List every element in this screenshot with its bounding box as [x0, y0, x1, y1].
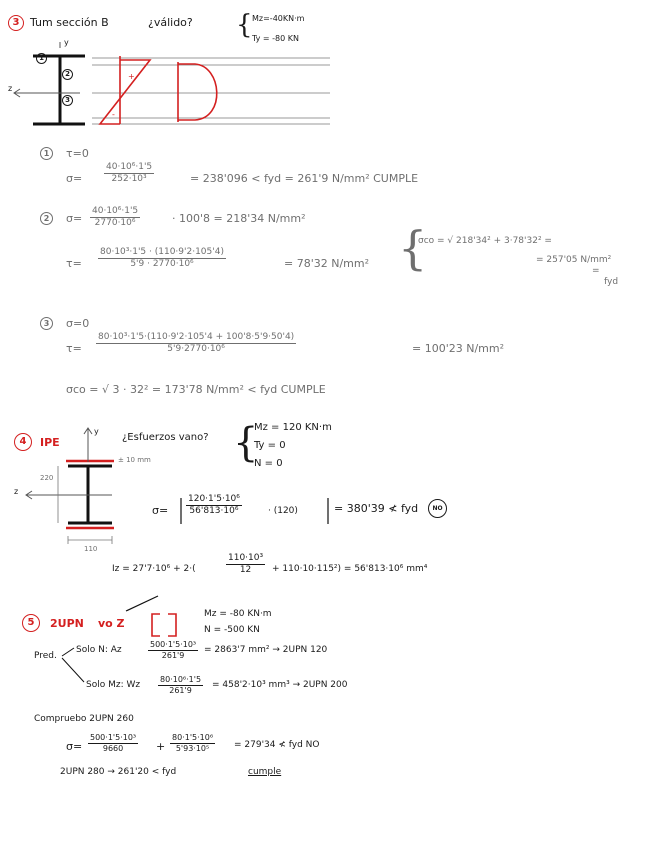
section-4-sigma-den: 56'813·10⁶ — [189, 506, 239, 516]
point-2-sco-line4: fyd — [604, 277, 619, 287]
section-4-iz-fraction — [226, 553, 265, 576]
section-5-mz: Mz = -80 KN·m — [204, 609, 272, 619]
section-5-vo: vo Z — [98, 617, 125, 630]
section-5-pred: Pred. — [34, 651, 57, 661]
point-2-sco-brace: { — [398, 221, 428, 275]
point-1-sigma-num: 40·10⁶·1'5 — [106, 162, 153, 172]
point-3-sigma: σ=0 — [66, 317, 90, 330]
point-2-sco-line2: = 257'05 N/mm² — [536, 255, 612, 265]
point-2-sco-line3: = — [592, 266, 600, 276]
section-5-solo-m-fraction — [158, 675, 203, 696]
section-3-axis-y: y — [64, 38, 69, 47]
section-5-number: 5 — [22, 614, 40, 632]
point-3-tau-lhs: τ= — [66, 342, 82, 355]
point-1-sigma-lhs: σ= — [66, 172, 83, 185]
point-3-tau-den: 5'9·2770·10⁶ — [167, 344, 225, 354]
section-4-height: 220 — [40, 474, 54, 482]
sigma-diagram-plus: + — [128, 72, 135, 81]
section-5-n: N = -500 KN — [204, 625, 260, 635]
section-4-iz-result: + 110·10·115²) = 56'813·10⁶ mm⁴ — [272, 564, 428, 574]
point-2-sigma-den: 2770·10⁶ — [94, 218, 136, 228]
section-5-final: 2UPN 280 → 261'20 < fyd — [60, 767, 177, 777]
section-4-sigma-fraction — [186, 494, 242, 517]
point-3-number: 3 — [40, 317, 53, 330]
section-4-sigma-num: 120·1'5·10⁶ — [188, 494, 240, 504]
section-5-f2-den: 5'93·10⁵ — [175, 744, 210, 753]
sigma-diagram-minus: - — [112, 110, 115, 119]
section-4-number: 4 — [14, 433, 32, 451]
section-5-solo-m-num: 80·10⁶·1'5 — [160, 675, 202, 684]
point-3-sco: σco = √ 3 · 32² = 173'78 N/mm² < fyd CUMPLE — [66, 383, 326, 396]
section-4-iz-num: 110·10³ — [228, 553, 264, 563]
section-4-width: 110 — [84, 545, 98, 553]
point-3-tau-num: 80·10³·1'5·(110·9'2·105'4 + 100'8·5'9·50'4) — [98, 332, 295, 342]
section-5-solo-m-den: 261'9 — [169, 686, 192, 695]
section-5-sigma-fraction-2 — [170, 733, 215, 754]
section-3-title: Tum sección B — [30, 16, 109, 29]
section-3-question: ¿válido? — [148, 16, 193, 29]
section-4-n: N = 0 — [254, 458, 283, 469]
section-4-plate-thickness: ± 10 mm — [118, 456, 151, 464]
section-4-ipe: IPE — [40, 436, 60, 449]
section-4-axis-y: y — [94, 427, 99, 436]
point-2-tau-result: = 78'32 N/mm² — [284, 257, 370, 270]
section-4-ty: Ty = 0 — [254, 440, 286, 451]
section-4-question: ¿Esfuerzos vano? — [122, 432, 209, 443]
section-4-sigma-mid: · (120) — [268, 506, 298, 516]
section-4-no-badge: NO — [428, 499, 447, 518]
section-5-f1-num: 500·1'5·10³ — [90, 733, 137, 742]
section-5-solo-n: Solo N: Az — [76, 645, 122, 655]
section-4-sigma-lhs: σ= — [152, 504, 169, 517]
section-5-sigma-lhs: σ= — [66, 740, 83, 753]
section-4-iz-den: 12 — [239, 565, 252, 575]
section-5-plus: + — [156, 740, 166, 753]
section-3-point-1: 1 — [36, 53, 47, 64]
point-2-tau-num: 80·10³·1'5 · (110·9'2·105'4) — [100, 247, 224, 257]
section-5-solo-n-den: 261'9 — [161, 651, 185, 660]
point-2-sigma-lhs: σ= — [66, 212, 83, 225]
section-3-ty: Ty = -80 KN — [252, 34, 300, 43]
point-1-sigma-den: 252·10³ — [111, 174, 147, 184]
point-3-tau-result: = 100'23 N/mm² — [412, 342, 505, 355]
section-5-compruebo: Compruebo 2UPN 260 — [34, 714, 134, 724]
section-5-solo-m-result: = 458'2·10³ mm³ → 2UPN 200 — [212, 680, 348, 690]
section-3-axis-z: z — [8, 84, 13, 93]
point-2-sigma-result: · 100'8 = 218'34 N/mm² — [172, 212, 306, 225]
point-1-sigma-result: = 238'096 < fyd = 261'9 N/mm² CUMPLE — [190, 172, 419, 185]
section-5-solo-n-num: 500·1'5·10³ — [150, 640, 197, 649]
section-5-solo-n-result: = 2863'7 mm² → 2UPN 120 — [204, 645, 328, 655]
section-5-sigma-result: = 279'34 ≮ fyd NO — [234, 740, 320, 750]
point-2-sco-line1: σco = √ 218'34² + 3·78'32² = — [418, 236, 552, 246]
section-3-mz: Mz=-40KN·m — [252, 14, 305, 23]
section-5-final-cumple: cumple — [248, 767, 282, 777]
section-3-point-3: 3 — [62, 95, 73, 106]
section-3-brace: { — [236, 10, 253, 40]
section-5-solo-n-fraction — [148, 640, 198, 661]
point-1-tau: τ=0 — [66, 147, 89, 160]
point-2-number: 2 — [40, 212, 53, 225]
section-4-iz-lhs: Iz = 27'7·10⁶ + 2·( — [112, 564, 196, 574]
section-4-axis-z: z — [14, 487, 19, 496]
section-3-point-2: 2 — [62, 69, 73, 80]
section-4-sigma-result: = 380'39 ≮ fyd — [334, 502, 419, 515]
section-5-title: 2UPN — [50, 617, 84, 630]
section-5-f1-den: 9660 — [102, 744, 124, 753]
point-2-sigma-num: 40·10⁶·1'5 — [92, 206, 139, 216]
point-2-tau-den: 5'9 · 2770·10⁶ — [130, 259, 194, 269]
section-5-solo-m: Solo Mz: Wz — [86, 680, 141, 690]
section-5-f2-num: 80·1'5·10⁶ — [172, 733, 214, 742]
section-3-number: 3 — [8, 15, 24, 31]
section-4-mz: Mz = 120 KN·m — [254, 422, 332, 433]
section-4-brace: { — [233, 420, 259, 466]
point-2-tau-lhs: τ= — [66, 257, 82, 270]
point-1-number: 1 — [40, 147, 53, 160]
section-5-sigma-fraction-1 — [88, 733, 138, 754]
